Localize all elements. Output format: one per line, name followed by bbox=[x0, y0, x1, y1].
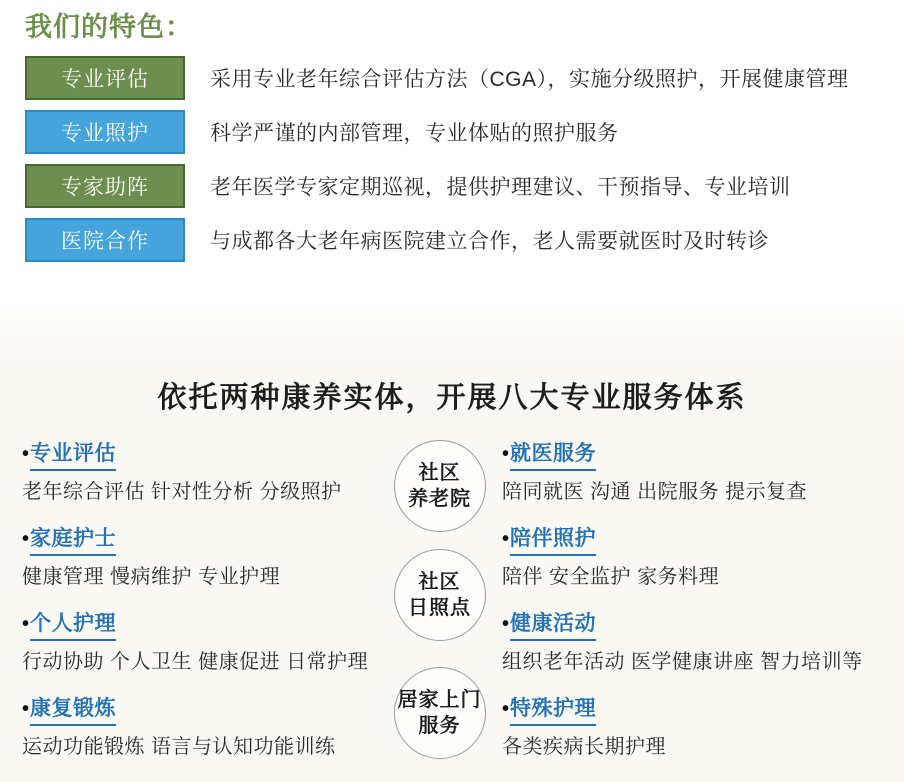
service-desc: 各类疾病长期护理 bbox=[502, 736, 666, 758]
service-item bbox=[502, 695, 890, 761]
service-link-special-nursing[interactable]: 特殊护理 bbox=[510, 695, 596, 726]
bullet-icon: • bbox=[502, 698, 510, 720]
feature-row bbox=[25, 56, 904, 100]
circle-label-line: 养老院 bbox=[408, 488, 471, 510]
bullet-icon: • bbox=[502, 443, 510, 465]
bullet-icon: • bbox=[22, 613, 30, 635]
feature-row bbox=[25, 218, 904, 262]
services-title: 依托两种康养实体，开展八大专业服务体系 bbox=[157, 382, 747, 414]
care-entity-home-visit bbox=[394, 667, 486, 759]
service-link-assessment[interactable]: 专业评估 bbox=[30, 440, 116, 471]
feature-tag-hospital: 医院合作 bbox=[25, 218, 185, 262]
service-header bbox=[22, 440, 377, 471]
service-desc: 组织老年活动 医学健康讲座 智力培训等 bbox=[502, 651, 863, 673]
service-item bbox=[502, 610, 890, 676]
service-desc: 陪伴 安全监护 家务料理 bbox=[502, 566, 720, 588]
service-item bbox=[502, 525, 890, 591]
service-header bbox=[502, 440, 890, 471]
feature-desc: 老年医学专家定期巡视，提供护理建议、干预指导、专业培训 bbox=[210, 176, 791, 199]
service-desc: 健康管理 慢病维护 专业护理 bbox=[22, 566, 281, 588]
services-right-column bbox=[502, 440, 890, 780]
services-left-column bbox=[22, 440, 377, 780]
services-columns bbox=[0, 440, 904, 780]
service-item bbox=[22, 695, 377, 761]
circle-label-line: 社区 bbox=[418, 571, 461, 593]
circle-label-line: 日照点 bbox=[408, 597, 471, 619]
service-header bbox=[22, 525, 377, 556]
service-item bbox=[22, 610, 377, 676]
feature-desc: 科学严谨的内部管理，专业体贴的照护服务 bbox=[210, 122, 619, 145]
care-entity-daycare-point bbox=[394, 549, 486, 641]
service-link-medical-escort[interactable]: 就医服务 bbox=[510, 440, 596, 471]
service-link-companion-care[interactable]: 陪伴照护 bbox=[510, 525, 596, 556]
bullet-icon: • bbox=[502, 613, 510, 635]
service-item bbox=[22, 525, 377, 591]
bullet-icon: • bbox=[22, 528, 30, 550]
feature-desc: 采用专业老年综合评估方法（CGA），实施分级照护，开展健康管理 bbox=[210, 68, 849, 91]
service-link-personal-care[interactable]: 个人护理 bbox=[30, 610, 116, 641]
services-section bbox=[0, 300, 904, 782]
service-header bbox=[502, 525, 890, 556]
service-item bbox=[502, 440, 890, 506]
bullet-icon: • bbox=[22, 698, 30, 720]
feature-desc: 与成都各大老年病医院建立合作，老人需要就医时及时转诊 bbox=[210, 230, 769, 253]
service-link-home-nurse[interactable]: 家庭护士 bbox=[30, 525, 116, 556]
service-header bbox=[22, 695, 377, 726]
service-desc: 陪同就医 沟通 出院服务 提示复查 bbox=[502, 481, 808, 503]
service-header bbox=[502, 695, 890, 726]
circle-label-line: 服务 bbox=[418, 715, 461, 737]
feature-tag-care: 专业照护 bbox=[25, 110, 185, 154]
circle-label-line: 居家上门 bbox=[397, 689, 482, 711]
feature-tag-experts: 专家助阵 bbox=[25, 164, 185, 208]
feature-row bbox=[25, 110, 904, 154]
circle-label-line: 社区 bbox=[418, 462, 461, 484]
bullet-icon: • bbox=[502, 528, 510, 550]
service-link-health-activities[interactable]: 健康活动 bbox=[510, 610, 596, 641]
features-section bbox=[0, 0, 904, 272]
service-link-rehab[interactable]: 康复锻炼 bbox=[30, 695, 116, 726]
service-header bbox=[502, 610, 890, 641]
service-desc: 老年综合评估 针对性分析 分级照护 bbox=[22, 481, 342, 503]
bullet-icon: • bbox=[22, 443, 30, 465]
service-desc: 行动协助 个人卫生 健康促进 日常护理 bbox=[22, 651, 369, 673]
features-title: 我们的特色： bbox=[25, 12, 193, 42]
feature-tag-assessment: 专业评估 bbox=[25, 56, 185, 100]
service-header bbox=[22, 610, 377, 641]
feature-row bbox=[25, 164, 904, 208]
service-desc: 运动功能锻炼 语言与认知功能训练 bbox=[22, 736, 336, 758]
service-item bbox=[22, 440, 377, 506]
care-entities-column bbox=[377, 440, 502, 780]
care-entity-community-home bbox=[394, 440, 486, 532]
